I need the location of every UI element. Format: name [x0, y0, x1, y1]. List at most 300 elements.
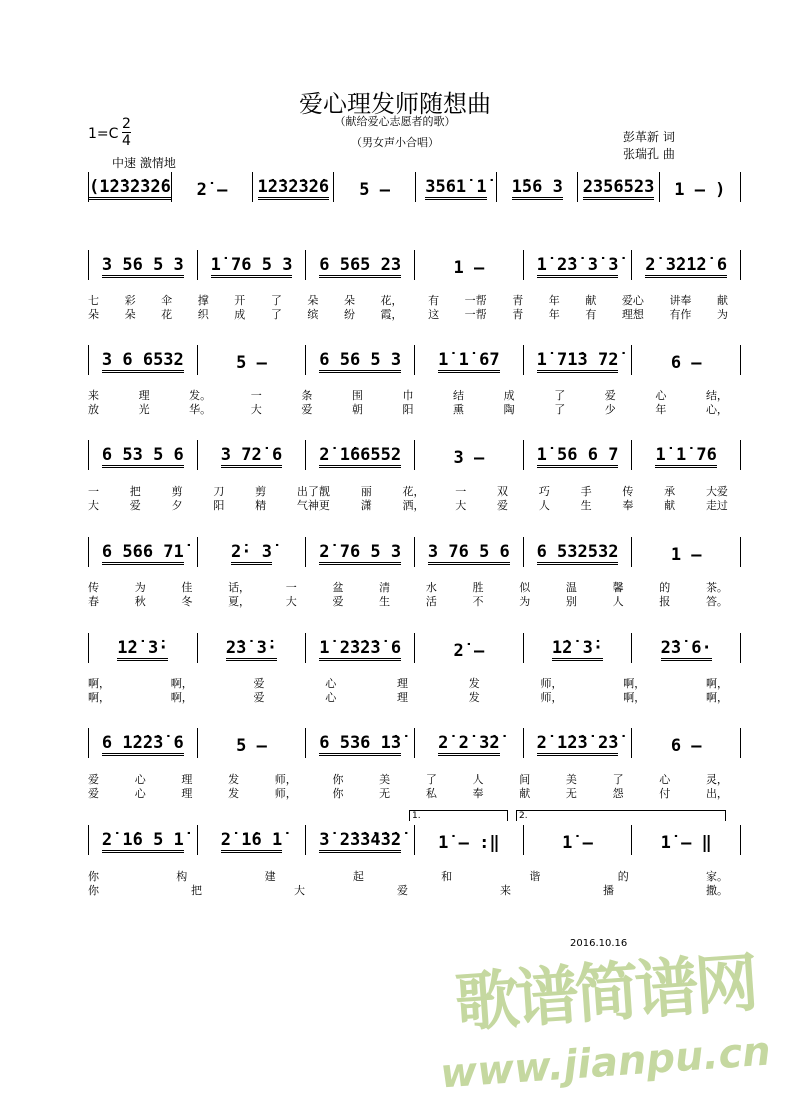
lyric-syllable: 心: [134, 787, 146, 800]
lyric-syllable: 朵: [88, 308, 99, 321]
measure: [89, 440, 198, 470]
measure: [524, 537, 633, 567]
lyric-line-2: [88, 308, 728, 321]
measure: [415, 537, 524, 567]
lyric-line-2: [88, 691, 728, 704]
lyric-syllable: 发: [228, 787, 240, 800]
lyric-syllable: 的: [617, 870, 629, 883]
lyric-syllable: 谐: [529, 870, 541, 883]
lyric-syllable: 成: [503, 389, 515, 402]
measure: [524, 345, 633, 375]
lyric-syllable: 大: [88, 499, 99, 512]
lyric-syllable: 青: [512, 308, 524, 321]
lyric-line-2: [88, 499, 728, 512]
lyric-syllable: 理: [138, 389, 150, 402]
lyric-syllable: 有: [428, 294, 440, 307]
lyric-syllable: 盆: [332, 581, 344, 594]
lyric-syllable: 爱: [88, 787, 99, 800]
lyric-syllable: 你: [332, 787, 344, 800]
lyric-syllable: 撑: [197, 294, 209, 307]
lyric-syllable: 别: [565, 595, 577, 608]
lyric-line-1: [88, 870, 728, 883]
subtitle: （献给爱心志愿者的歌）: [334, 115, 456, 128]
lyric-syllable: 人: [538, 499, 550, 512]
notes: 2̇ 2̇ 3̇2̇: [438, 733, 499, 756]
notes: 6 56 5 3: [319, 350, 401, 373]
lyric-syllable: 奉: [622, 499, 634, 512]
measure: [415, 825, 524, 855]
notes: 5 –: [236, 736, 267, 756]
measure: [497, 172, 578, 202]
lyric-syllable: 私: [425, 787, 437, 800]
lyric-syllable: 啊，: [88, 691, 110, 704]
lyric-syllable: 放: [88, 403, 99, 416]
measure: [89, 728, 198, 758]
notes: 3 56 5 3: [102, 255, 184, 278]
notes: 2̇ 1̇2̇3̇ 2̇3̇: [537, 733, 619, 756]
lyric-syllable: 一: [285, 581, 297, 594]
lyric-syllable: 爱: [253, 691, 265, 704]
lyric-syllable: 阳: [213, 499, 225, 512]
lyric-syllable: 播: [603, 884, 614, 897]
lyric-syllable: 你: [88, 870, 99, 883]
lyric-syllable: 啊，: [623, 691, 646, 704]
lyric-syllable: 巾: [402, 389, 414, 402]
lyric-syllable: 花，: [402, 485, 425, 498]
score-line: [88, 440, 741, 470]
notes: 1 –: [453, 258, 485, 278]
lyric-syllable: 理: [397, 691, 408, 704]
lyric-syllable: 清: [379, 581, 391, 594]
measure: [524, 633, 633, 663]
notes: 6 532532: [537, 542, 619, 565]
lyric-syllable: 献: [519, 787, 531, 800]
measure: [632, 345, 741, 375]
lyric-syllable: 条: [301, 389, 313, 402]
lyric-syllable: 讲奉: [669, 294, 692, 307]
measure: [524, 728, 633, 758]
lyric-syllable: 秋: [134, 595, 146, 608]
lyric-syllable: 爱: [397, 884, 408, 897]
lyric-syllable: 献: [585, 294, 597, 307]
lyric-syllable: 精: [255, 499, 267, 512]
measure: [578, 172, 659, 202]
watermark-url: www.jianpu.cn: [438, 1028, 773, 1098]
lyric-syllable: 成: [234, 308, 246, 321]
measure: [198, 728, 307, 758]
lyric-syllable: 似: [519, 581, 531, 594]
measure: [89, 250, 198, 280]
lyric-syllable: 纷: [343, 308, 355, 321]
lyric-syllable: 人: [612, 595, 624, 608]
notes: 5 –: [236, 353, 267, 373]
lyric-syllable: 冬: [181, 595, 193, 608]
lyric-line-2: [88, 595, 728, 608]
measure: [306, 537, 415, 567]
notes: 3 6 6532: [102, 350, 184, 373]
lyric-line-2: [88, 884, 728, 897]
lyric-syllable: 把: [129, 485, 141, 498]
notes: 1 – ): [674, 180, 726, 200]
lyric-syllable: 出了靓: [296, 485, 330, 498]
notes: 6 566 71̇: [102, 542, 184, 565]
notes: 2̇ 3̇2̇1̇2̇ 6: [645, 255, 727, 278]
measure: [306, 345, 415, 375]
lyric-syllable: 大: [294, 884, 305, 897]
notes: 5 –: [359, 180, 390, 200]
lyric-syllable: 彩: [124, 294, 136, 307]
notes: 3561̇ 1̇: [425, 177, 486, 200]
lyric-syllable: 为: [717, 308, 728, 321]
lyric-syllable: 大: [250, 403, 262, 416]
lyric-syllable: 手: [580, 485, 592, 498]
time-signature: [122, 116, 131, 149]
lyric-syllable: 构: [176, 870, 188, 883]
lyric-syllable: 剪: [171, 485, 183, 498]
lyric-syllable: 传: [622, 485, 634, 498]
lyric-syllable: 围: [351, 389, 363, 402]
lyric-syllable: 朵: [124, 308, 136, 321]
lyric-syllable: 心: [325, 691, 337, 704]
lyric-syllable: 爱: [301, 403, 313, 416]
measure: [306, 825, 415, 855]
lyric-syllable: 爱: [253, 677, 265, 690]
lyric-syllable: 发。: [189, 389, 212, 402]
lyric-syllable: 和: [441, 870, 453, 883]
lyric-syllable: 灵，: [705, 773, 728, 786]
notes: 1̇56 3: [512, 177, 563, 200]
lyric-syllable: 答。: [705, 595, 728, 608]
lyric-syllable: 献: [717, 294, 728, 307]
lyric-syllable: 的: [659, 581, 671, 594]
notes: 2̇ –: [453, 641, 485, 661]
lyric-syllable: 奉: [472, 787, 484, 800]
notes: 2̇ 1̇66552: [319, 445, 401, 468]
lyric-syllable: 刀: [213, 485, 225, 498]
lyric-syllable: 夕: [171, 499, 183, 512]
notes: 3 –: [453, 448, 485, 468]
lyric-syllable: 无: [565, 787, 577, 800]
lyric-syllable: 献: [664, 499, 676, 512]
lyric-syllable: 承: [664, 485, 676, 498]
measure: [89, 825, 198, 855]
lyric-syllable: 为: [134, 581, 146, 594]
lyric-syllable: 啊，: [706, 677, 728, 690]
lyric-syllable: 朝: [351, 403, 363, 416]
lyric-syllable: 话，: [228, 581, 251, 594]
lyric-syllable: 爱: [88, 773, 99, 786]
date-stamp: 2016.10.16: [570, 938, 628, 949]
measure: [524, 250, 633, 280]
notes: 1̇2̇ 3̇·: [552, 638, 603, 661]
lyric-syllable: 了: [270, 308, 282, 321]
measure: [198, 250, 307, 280]
lyric-syllable: 啊，: [623, 677, 646, 690]
lyric-syllable: 温: [565, 581, 577, 594]
lyric-syllable: 师，: [274, 787, 297, 800]
notes: 2̇ 76 5 3: [319, 542, 401, 565]
lyric-syllable: 青: [512, 294, 524, 307]
lyric-syllable: 大: [285, 595, 297, 608]
lyric-syllable: 熏: [453, 403, 465, 416]
notes: 3̇ 2̇3̇3̇4̇3̇2̇: [319, 830, 401, 853]
notes: 2̇ –: [196, 180, 228, 200]
lyric-syllable: 生: [580, 499, 592, 512]
lyric-line-1: [88, 677, 728, 690]
lyric-syllable: 师，: [540, 691, 563, 704]
measure: [415, 728, 524, 758]
notes: 2̇3̇ 3̇·: [226, 638, 277, 661]
ensemble-note: （男女声小合唱）: [351, 136, 439, 149]
notes: 2̇3̇ 6·: [661, 638, 712, 661]
lyric-syllable: 心，: [705, 403, 728, 416]
notes: 6 –: [670, 736, 702, 756]
lyric-syllable: 气神更: [296, 499, 330, 512]
notes: 1 –: [670, 545, 702, 565]
lyric-syllable: 撒。: [706, 884, 728, 897]
composer-credit: 张瑞孔 曲: [623, 147, 675, 161]
lyric-line-1: [88, 294, 728, 307]
score-line: [88, 728, 741, 758]
lyric-syllable: 你: [332, 773, 344, 786]
score-line: [88, 172, 741, 202]
lyric-syllable: 双: [497, 485, 509, 498]
lyric-syllable: 佳: [181, 581, 193, 594]
lyric-syllable: 这: [428, 308, 440, 321]
notes: 1̇ 1̇ 76: [655, 445, 716, 468]
lyric-syllable: 巧: [538, 485, 550, 498]
lyric-syllable: 少: [604, 403, 616, 416]
lyric-syllable: 心: [134, 773, 146, 786]
lyric-syllable: 霞，: [380, 308, 403, 321]
score-line: [88, 825, 741, 855]
notes: 1̇ 1̇ 67: [438, 350, 499, 373]
lyric-syllable: 胜: [472, 581, 484, 594]
first-ending-bracket: 1.: [409, 810, 508, 821]
lyric-syllable: 剪: [255, 485, 267, 498]
lyric-syllable: 理: [181, 787, 193, 800]
measure: [632, 537, 741, 567]
lyric-syllable: 一帮: [464, 294, 487, 307]
lyric-syllable: 有: [585, 308, 597, 321]
lyric-syllable: 为: [519, 595, 531, 608]
tempo-marking: 中速 激情地: [112, 156, 176, 170]
notes: 3 76 5 6: [428, 542, 510, 565]
lyric-syllable: 花: [161, 308, 173, 321]
notes: (1̇2̇3̇2̇3̇2̇6: [89, 177, 171, 200]
lyric-syllable: 潇: [360, 499, 372, 512]
lyric-syllable: 夏，: [228, 595, 251, 608]
lyric-syllable: 华。: [189, 403, 212, 416]
lyric-syllable: 缤: [307, 308, 319, 321]
notes: 3 72̇ 6: [221, 445, 282, 468]
lyric-syllable: 美: [379, 773, 391, 786]
measure: [89, 345, 198, 375]
lyric-syllable: 来: [500, 884, 511, 897]
measure: [306, 633, 415, 663]
lyric-syllable: 不: [472, 595, 484, 608]
lyric-syllable: 花，: [380, 294, 403, 307]
lyric-syllable: 家。: [705, 870, 728, 883]
notes: 2̇· 3̇: [231, 542, 272, 565]
lyric-syllable: 爱: [497, 499, 509, 512]
lyric-syllable: 一帮: [464, 308, 487, 321]
measure: [306, 440, 415, 470]
notes: 1̇ 56 6 7: [537, 445, 619, 468]
lyric-syllable: 爱: [129, 499, 141, 512]
notes: 1̇2̇3̇2̇3̇2̇6: [258, 177, 330, 200]
score-line: [88, 537, 741, 567]
lyric-syllable: 起: [352, 870, 364, 883]
lyric-syllable: 啊，: [170, 691, 193, 704]
lyric-syllable: 馨: [612, 581, 624, 594]
lyric-syllable: 心: [325, 677, 337, 690]
notes: 2̇ 1̇6 1̇: [221, 830, 282, 853]
lyric-syllable: 春: [88, 595, 99, 608]
lyric-syllable: 茶。: [705, 581, 728, 594]
measure: [89, 172, 172, 202]
lyric-syllable: 发: [228, 773, 240, 786]
lyric-syllable: 结: [453, 389, 465, 402]
lyric-syllable: 走过: [705, 499, 728, 512]
measure: [198, 825, 307, 855]
lyric-syllable: 了: [612, 773, 624, 786]
lyric-syllable: 大: [455, 499, 467, 512]
notes: 2356523: [583, 177, 655, 200]
lyric-syllable: 生: [379, 595, 391, 608]
measure: [660, 172, 741, 202]
lyric-syllable: 年: [548, 294, 560, 307]
lyric-syllable: 出，: [705, 787, 728, 800]
lyric-syllable: 付: [659, 787, 671, 800]
lyric-syllable: 开: [234, 294, 246, 307]
measure: [416, 172, 497, 202]
measure: [306, 728, 415, 758]
score-line: [88, 250, 741, 280]
lyric-syllable: 把: [191, 884, 202, 897]
lyric-syllable: 发: [468, 691, 480, 704]
lyric-syllable: 理: [397, 677, 408, 690]
lyric-syllable: 阳: [402, 403, 414, 416]
notes: 1̇ 2̇3̇ 3̇ 3̇: [537, 255, 619, 278]
lyric-syllable: 无: [379, 787, 391, 800]
lyric-syllable: 一: [250, 389, 262, 402]
measure: [632, 440, 741, 470]
notes: 2̇ 1̇6 5 1̇: [102, 830, 184, 853]
measure: [198, 633, 307, 663]
measure: [306, 250, 415, 280]
score-line: [88, 345, 741, 375]
lyric-line-1: [88, 581, 728, 594]
lyric-syllable: 啊，: [88, 677, 110, 690]
lyric-syllable: 来: [88, 389, 99, 402]
lyric-syllable: 你: [88, 884, 99, 897]
measure: [632, 250, 741, 280]
measure: [524, 825, 633, 855]
score-line: [88, 633, 741, 663]
measure: [89, 633, 198, 663]
lyric-syllable: 丽: [360, 485, 372, 498]
lyric-syllable: 年: [548, 308, 560, 321]
measure: [632, 633, 741, 663]
notes: 6 536 1̇3̇: [319, 733, 401, 756]
lyric-syllable: 爱: [332, 595, 344, 608]
lyric-syllable: 美: [565, 773, 577, 786]
lyric-syllable: 活: [425, 595, 437, 608]
measure: [334, 172, 415, 202]
lyric-syllable: 心: [655, 389, 667, 402]
lyric-syllable: 了: [554, 403, 566, 416]
notes: 6 53 5 6: [102, 445, 184, 468]
lyric-syllable: 爱: [604, 389, 616, 402]
notes: 6 565 23: [319, 255, 401, 278]
lyric-syllable: 间: [519, 773, 531, 786]
lyric-syllable: 人: [472, 773, 484, 786]
lyric-syllable: 水: [425, 581, 437, 594]
notes: 1̇ 71̇3 72̇: [537, 350, 619, 373]
lyric-syllable: 织: [197, 308, 209, 321]
notes: 6 1̇2̇2̇3̇ 6: [102, 733, 184, 756]
lyric-syllable: 伞: [161, 294, 173, 307]
time-signature-bottom: 4: [122, 133, 131, 149]
notes: 1̇ –: [562, 833, 593, 853]
lyric-syllable: 发: [468, 677, 480, 690]
measure: [415, 345, 524, 375]
lyric-syllable: 结，: [705, 389, 728, 402]
notes: 1̇ 2̇3̇2̇3̇ 6: [319, 638, 401, 661]
lyric-syllable: 朵: [343, 294, 355, 307]
measure: [524, 440, 633, 470]
lyric-syllable: 啊，: [170, 677, 193, 690]
lyric-syllable: 洒，: [402, 499, 425, 512]
lyric-syllable: 怨: [612, 787, 624, 800]
lyric-syllable: 一: [88, 485, 99, 498]
lyric-syllable: 大爱: [705, 485, 728, 498]
measure: [415, 440, 524, 470]
measure: [415, 250, 524, 280]
lyric-syllable: 年: [655, 403, 667, 416]
lyric-line-1: [88, 773, 728, 786]
notes: 6 –: [670, 353, 702, 373]
measure: [89, 537, 198, 567]
lyric-syllable: 师，: [274, 773, 297, 786]
notes: 1̇ 76 5 3: [211, 255, 293, 278]
lyric-syllable: 理想: [621, 308, 644, 321]
measure: [253, 172, 334, 202]
measure: [198, 345, 307, 375]
lyric-line-1: [88, 389, 728, 402]
measure: [632, 728, 741, 758]
lyric-syllable: 陶: [503, 403, 515, 416]
song-title: 爱心理发师随想曲: [299, 90, 491, 118]
lyric-syllable: 师，: [540, 677, 563, 690]
measure: [415, 633, 524, 663]
measure: [198, 440, 307, 470]
lyric-syllable: 理: [181, 773, 193, 786]
notes: 1̇2̇ 3̇·: [117, 638, 168, 661]
lyric-syllable: 报: [659, 595, 671, 608]
measure: [632, 825, 741, 855]
lyric-syllable: 了: [425, 773, 437, 786]
notes: 1̇ – ‖: [660, 833, 712, 853]
measure: [172, 172, 253, 202]
lyric-syllable: 了: [270, 294, 282, 307]
lyric-syllable: 心: [659, 773, 671, 786]
lyric-syllable: 七: [88, 294, 99, 307]
second-ending-bracket: 2.: [516, 810, 726, 821]
lyric-syllable: 传: [88, 581, 99, 594]
key-signature: 1=C: [88, 126, 119, 142]
